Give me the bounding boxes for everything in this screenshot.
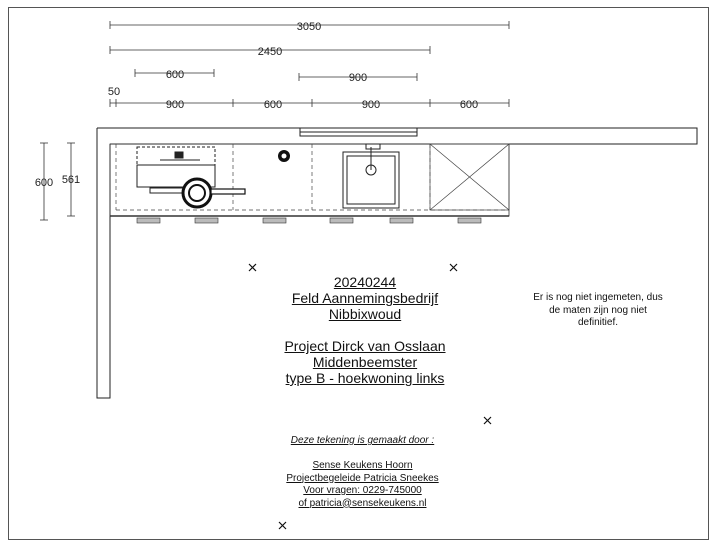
plinth-feet	[137, 218, 481, 223]
title-block	[240, 274, 490, 386]
project-location: Middenbeemster	[312, 354, 418, 370]
dim-gap-label: 50	[107, 86, 121, 98]
house-type: type B - hoekwoning links	[285, 370, 445, 386]
dim-row-label-1: 900	[165, 99, 185, 111]
project-number: 20240244	[333, 274, 397, 290]
credits-block	[255, 435, 470, 510]
dim-left-offset-label: 600	[165, 69, 185, 81]
dim-depth-outer-label: 600	[34, 177, 54, 189]
place-name: Nibbixwoud	[328, 306, 402, 322]
dim-overall-label: 3050	[296, 21, 322, 33]
project-name: Project Dirck van Osslaan	[284, 338, 446, 354]
dim-middle-offset-label: 900	[348, 72, 368, 84]
credits-intro: Deze tekening is gemaakt door :	[290, 435, 435, 446]
tap-knob-icon	[278, 150, 290, 162]
credits-email: of patricia@sensekeukens.nl	[298, 497, 427, 509]
credits-phone: Voor vragen: 0229-745000	[303, 485, 422, 496]
counter-outline	[110, 144, 509, 216]
dim-row-label-2: 600	[263, 99, 283, 111]
dim-section-label: 2450	[257, 46, 283, 58]
dim-depth-inner-label: 561	[61, 174, 81, 186]
sink-icon	[343, 144, 399, 208]
extractor-icon	[183, 179, 245, 207]
corner-cabinet-icon	[430, 144, 509, 210]
window-icon	[300, 128, 417, 136]
dim-row-label-4: 600	[459, 99, 479, 111]
measurement-note: Er is nog niet ingemeten, dus de maten zijn nog niet definitief.	[533, 292, 663, 328]
credits-shop: Sense Keukens Hoorn	[312, 460, 413, 471]
dim-row-label-3: 900	[361, 99, 381, 111]
credits-guide: Projectbegeleide Patricia Sneekes	[286, 472, 439, 484]
company-name: Feld Aannemingsbedrijf	[291, 290, 439, 306]
